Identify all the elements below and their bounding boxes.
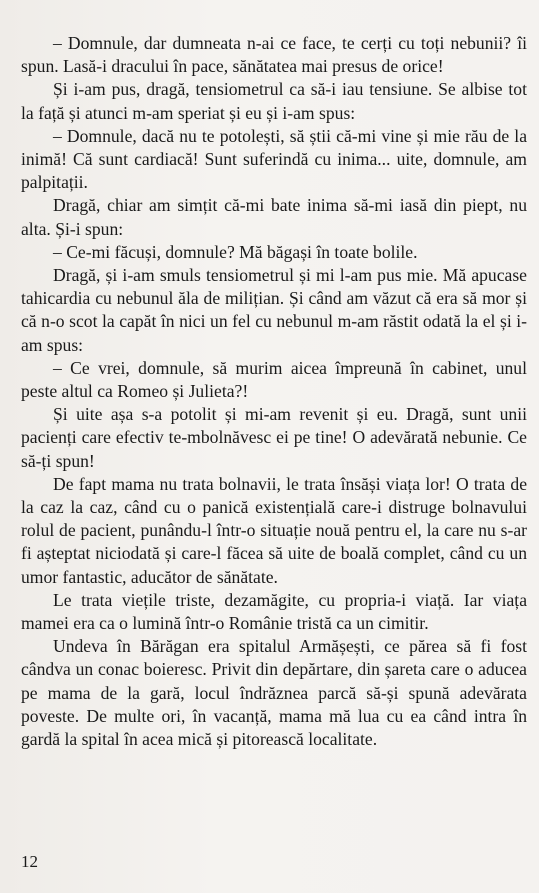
paragraph: – Ce vrei, domnule, să murim aicea împreună în cabinet, unul peste altul ca Romeo și Julieta?!	[21, 357, 527, 402]
body-text	[21, 32, 527, 751]
paragraph: – Domnule, dacă nu te potolești, să știi că-mi vine și mie rău de la inimă! Că sunt cardiacă! Sunt suferindă cu inima... uite, domnule, am palpitații.	[21, 125, 527, 193]
paragraph: Undeva în Bărăgan era spitalul Armășești, ce părea să fi fost cândva un conac boieresc. Privit din depărtare, din șareta care o aducea pe mama de la gară, locul îndrăznea parcă să-și spună adevărata poveste. De multe ori, în vacanță, mama mă lua cu ea când intra în gardă la spital în acea mică și pitorească localitate.	[21, 636, 527, 750]
paragraph: Dragă, și i-am smuls tensiometrul și mi l-am pus mie. Mă apucase tahicardia cu nebunul ăla de milițian. Și când am văzut că era să mor și că n-o scot la capăt în nici un fel cu nebunul m-am răstit odată la el și i-am spus:	[21, 265, 527, 355]
paragraph: De fapt mama nu trata bolnavii, le trata însăși viața lor! O trata de la caz la caz, când cu o panică existențială care-i distruge bolnavului rolul de pacient, punându-l într-o situație nouă pentru el, la care nu s-ar fi așteptat niciodată și care-l făcea să uite de boală complet, când cu un umor fantastic, aducător de sănătate.	[21, 473, 527, 587]
paragraph: Și uite așa s-a potolit și mi-am revenit și eu. Dragă, sunt unii pacienți care efectiv te-mbolnăvesc ei pe tine! O adevărată nebunie. Ce să-ți spun!	[21, 404, 527, 471]
paragraph: Dragă, chiar am simțit că-mi bate inima să-mi iasă din piept, nu alta. Și-i spun:	[21, 195, 527, 239]
paragraph: Și i-am pus, dragă, tensiometrul ca să-i iau tensiune. Se albise tot la față și atunci m-am speriat și eu și i-am spus:	[21, 79, 527, 123]
page-number: 12	[21, 852, 38, 871]
paragraph: Le trata viețile triste, dezamăgite, cu propria-i viață. Iar viața mamei era ca o lumină într-o Românie tristă ca un cimitir.	[21, 589, 527, 634]
paragraph: – Ce-mi făcuși, domnule? Mă băgași în toate bolile.	[53, 241, 418, 262]
paragraph: – Domnule, dar dumneata n-ai ce face, te cerți cu toți nebunii? îi spun. Lasă-i dracului în pace, sănătatea mai presus de orice!	[21, 33, 527, 77]
